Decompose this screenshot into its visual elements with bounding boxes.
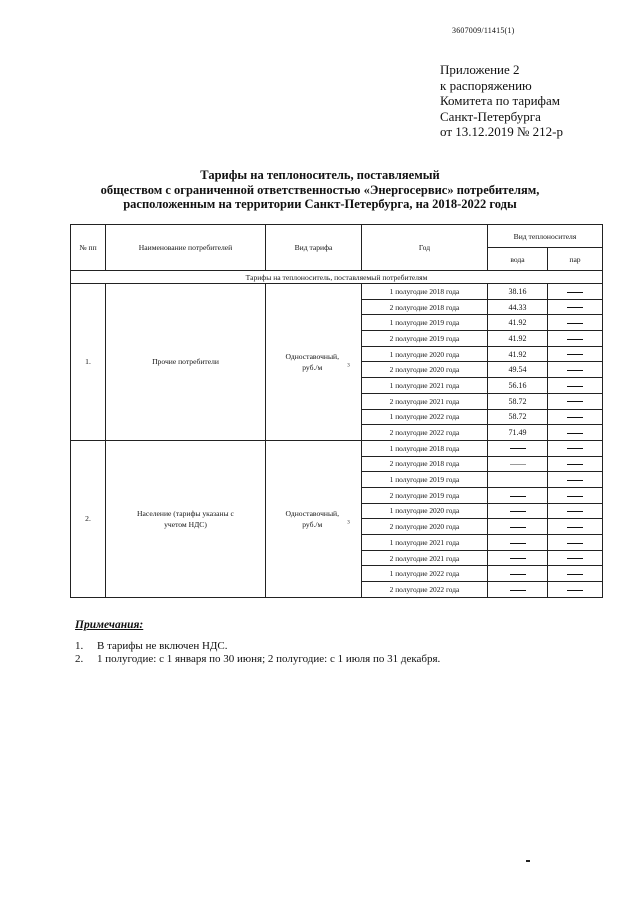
steam-value xyxy=(548,472,603,488)
water-value: 49.54 xyxy=(488,362,548,378)
row-number: 1. xyxy=(71,284,106,441)
period-cell: 2 полугодие 2022 года xyxy=(362,582,488,598)
table-row xyxy=(71,284,603,300)
section-title: Тарифы на теплоноситель, поставляемый потребителям xyxy=(71,271,603,284)
consumer-name-text: Население (тарифы указаны с учетом НДС) xyxy=(137,508,234,529)
dash-mark xyxy=(510,543,526,544)
document-number: 3607009/11415(1) xyxy=(452,26,515,35)
dash-mark xyxy=(510,464,526,465)
steam-value xyxy=(548,456,603,472)
dash-mark xyxy=(567,339,583,340)
header-water: вода xyxy=(488,248,548,271)
appendix-line: от 13.12.2019 № 212-р xyxy=(440,124,563,139)
water-value xyxy=(488,440,548,456)
section-row xyxy=(71,271,603,284)
water-value: 56.16 xyxy=(488,378,548,394)
period-cell: 1 полугодие 2018 года xyxy=(362,284,488,300)
steam-value xyxy=(548,393,603,409)
water-value xyxy=(488,582,548,598)
steam-value xyxy=(548,315,603,331)
document-title xyxy=(90,168,550,212)
steam-value xyxy=(548,550,603,566)
water-value xyxy=(488,550,548,566)
steam-value xyxy=(548,566,603,582)
water-value xyxy=(488,535,548,551)
dash-mark xyxy=(567,307,583,308)
dash-mark xyxy=(510,527,526,528)
tariff-type-text: Одноставочный, руб./м xyxy=(285,508,340,529)
period-cell: 1 полугодие 2019 года xyxy=(362,315,488,331)
water-value: 58.72 xyxy=(488,409,548,425)
dash-mark xyxy=(567,354,583,355)
dash-mark xyxy=(510,558,526,559)
steam-value xyxy=(548,378,603,394)
steam-value xyxy=(548,331,603,347)
title-line: расположенным на территории Санкт-Петербурга, на 2018-2022 годы xyxy=(123,197,517,211)
steam-value xyxy=(548,299,603,315)
dash-mark xyxy=(510,590,526,591)
dash-mark xyxy=(567,496,583,497)
tariff-type xyxy=(266,284,362,441)
period-cell: 1 полугодие 2018 года xyxy=(362,440,488,456)
notes-list xyxy=(75,640,440,666)
period-cell: 1 полугодие 2019 года xyxy=(362,472,488,488)
dash-mark xyxy=(567,511,583,512)
title-line: обществом с ограниченной ответственностью «Энергосервис» потребителям, xyxy=(100,182,540,197)
water-value xyxy=(488,503,548,519)
steam-value xyxy=(548,409,603,425)
note-number: 1. xyxy=(75,640,84,652)
note-item xyxy=(75,640,440,653)
appendix-line: Комитета по тарифам xyxy=(440,93,560,108)
water-value: 38.16 xyxy=(488,284,548,300)
water-value: 41.92 xyxy=(488,331,548,347)
header-steam: пар xyxy=(548,248,603,271)
title-line: Тарифы на теплоноситель, поставляемый xyxy=(200,168,440,182)
steam-value xyxy=(548,519,603,535)
steam-value xyxy=(548,503,603,519)
dash-mark xyxy=(567,386,583,387)
water-value xyxy=(488,472,548,488)
appendix-line: к распоряжению xyxy=(440,77,532,93)
tariff-type-wrap xyxy=(277,351,350,372)
period-cell: 2 полугодие 2020 года xyxy=(362,362,488,378)
steam-value xyxy=(548,284,603,300)
period-cell: 1 полугодие 2020 года xyxy=(362,346,488,362)
consumer-name-text: Прочие потребители xyxy=(152,357,219,367)
unit-superscript: 3 xyxy=(347,520,350,526)
notes-title: Примечания: xyxy=(75,619,144,631)
tariff-table xyxy=(70,224,603,598)
dash-mark xyxy=(567,370,583,371)
water-value: 44.33 xyxy=(488,299,548,315)
period-cell: 2 полугодие 2018 года xyxy=(362,299,488,315)
header-row xyxy=(71,225,603,248)
water-value: 41.92 xyxy=(488,346,548,362)
unit-superscript: 3 xyxy=(347,363,350,369)
dash-mark xyxy=(510,511,526,512)
header-consumer: Наименование потребителей xyxy=(106,225,266,271)
dash-mark xyxy=(567,590,583,591)
dash-mark xyxy=(510,448,526,449)
dash-mark xyxy=(567,323,583,324)
period-cell: 1 полугодие 2021 года xyxy=(362,535,488,551)
period-cell: 2 полугодие 2018 года xyxy=(362,456,488,472)
steam-value xyxy=(548,582,603,598)
dash-mark xyxy=(567,417,583,418)
scan-mark xyxy=(526,860,530,862)
period-cell: 2 полугодие 2019 года xyxy=(362,487,488,503)
water-value: 58.72 xyxy=(488,393,548,409)
steam-value xyxy=(548,487,603,503)
appendix-line: Приложение 2 xyxy=(440,62,520,77)
water-value: 41.92 xyxy=(488,315,548,331)
dash-mark xyxy=(567,401,583,402)
tariff-type-text: Одноставочный, руб./м xyxy=(285,351,340,372)
period-cell: 1 полугодие 2022 года xyxy=(362,566,488,582)
steam-value xyxy=(548,535,603,551)
header-tariff-type: Вид тарифа xyxy=(266,225,362,271)
water-value xyxy=(488,566,548,582)
consumer-name xyxy=(106,440,266,597)
steam-value xyxy=(548,362,603,378)
dash-mark xyxy=(510,496,526,497)
table-row xyxy=(71,440,603,456)
water-value xyxy=(488,519,548,535)
dash-mark xyxy=(567,433,583,434)
steam-value xyxy=(548,425,603,441)
period-cell: 2 полугодие 2021 года xyxy=(362,393,488,409)
dash-mark xyxy=(567,292,583,293)
appendix-block xyxy=(440,62,563,140)
note-item xyxy=(75,653,440,666)
period-cell: 2 полугодие 2022 года xyxy=(362,425,488,441)
water-value xyxy=(488,487,548,503)
period-cell: 1 полугодие 2022 года xyxy=(362,409,488,425)
note-text: 1 полугодие: с 1 января по 30 июня; 2 полугодие: с 1 июля по 31 декабря. xyxy=(97,653,441,665)
header-num: № пп xyxy=(71,225,106,271)
dash-mark xyxy=(567,527,583,528)
tariff-type-wrap xyxy=(277,508,350,529)
appendix-line: Санкт-Петербурга xyxy=(440,108,541,124)
period-cell: 2 полугодие 2020 года xyxy=(362,519,488,535)
steam-value xyxy=(548,440,603,456)
note-text: В тарифы не включен НДС. xyxy=(97,640,228,652)
steam-value xyxy=(548,346,603,362)
period-cell: 2 полугодие 2019 года xyxy=(362,331,488,347)
dash-mark xyxy=(567,480,583,481)
note-number: 2. xyxy=(75,653,84,665)
dash-mark xyxy=(510,574,526,575)
dash-mark xyxy=(567,448,583,449)
header-year: Год xyxy=(362,225,488,271)
water-value xyxy=(488,456,548,472)
period-cell: 1 полугодие 2021 года xyxy=(362,378,488,394)
dash-mark xyxy=(567,558,583,559)
dash-mark xyxy=(567,543,583,544)
dash-mark xyxy=(567,464,583,465)
dash-mark xyxy=(567,574,583,575)
tariff-type xyxy=(266,440,362,597)
water-value: 71.49 xyxy=(488,425,548,441)
row-number: 2. xyxy=(71,440,106,597)
header-carrier-type: Вид теплоносителя xyxy=(488,225,603,248)
period-cell: 1 полугодие 2020 года xyxy=(362,503,488,519)
consumer-name xyxy=(106,284,266,441)
period-cell: 2 полугодие 2021 года xyxy=(362,550,488,566)
